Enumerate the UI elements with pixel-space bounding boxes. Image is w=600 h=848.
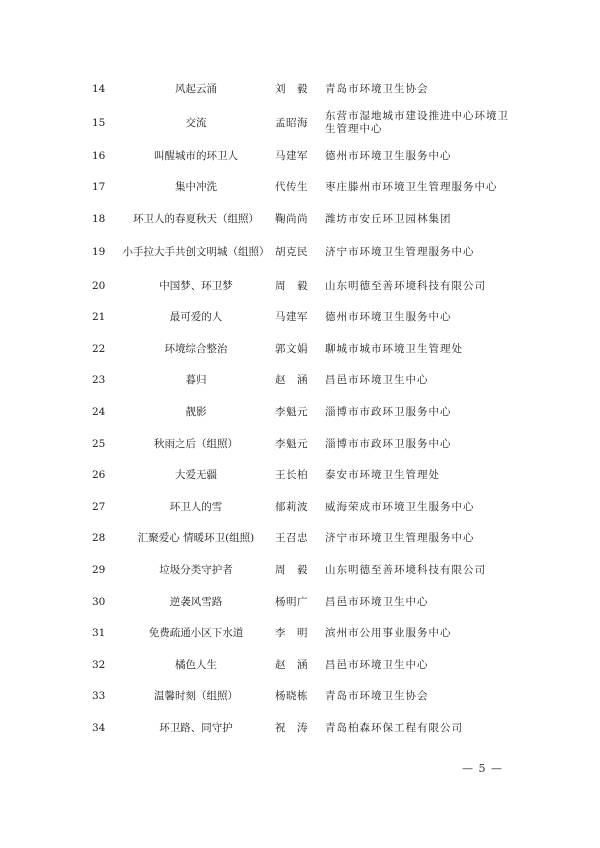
row-number: 14 (92, 83, 106, 96)
table-row (0, 204, 600, 236)
author-name: 祝 涛 (275, 721, 308, 734)
work-title: 环卫人的雪 (169, 500, 223, 513)
work-title: 橘色人生 (175, 658, 217, 671)
table-row (0, 492, 600, 524)
author-name: 鞠尚尚 (275, 213, 308, 226)
page-number: — 5 — (462, 762, 503, 775)
organization: 德州市环境卫生服务中心 (325, 311, 452, 324)
author-name: 赵 涵 (275, 374, 308, 387)
table-row (0, 397, 600, 429)
table-row (0, 650, 600, 682)
row-number: 27 (92, 500, 106, 513)
organization: 聊城市城市环境卫生管理处 (325, 342, 463, 355)
table-row (0, 586, 600, 618)
organization: 东营市湿地城市建设推进中心环境卫生管理中心 (325, 110, 509, 136)
organization: 德州市环境卫生服务中心 (325, 149, 452, 162)
awards-table (0, 74, 600, 744)
row-number: 20 (92, 279, 106, 292)
organization: 淄博市市政环卫服务中心 (325, 406, 452, 419)
author-name: 杨明广 (275, 595, 308, 608)
author-name: 杨晓栋 (275, 690, 308, 703)
author-name: 马建军 (275, 149, 308, 162)
author-name: 周 毅 (275, 279, 308, 292)
organization: 青岛柏森环保工程有限公司 (325, 721, 463, 734)
table-row (0, 681, 600, 713)
table-row (0, 106, 600, 141)
table-row (0, 428, 600, 460)
work-title: 风起云涌 (175, 83, 217, 96)
work-title: 靓影 (185, 406, 207, 419)
work-title: 环卫人的春夏秋天（组照） (133, 213, 259, 226)
table-row (0, 172, 600, 204)
row-number: 24 (92, 406, 106, 419)
work-title: 温馨时刻（组照） (154, 690, 238, 703)
table-row (0, 555, 600, 587)
row-number: 23 (92, 374, 106, 387)
organization: 山东明德至善环境科技有限公司 (325, 564, 486, 577)
author-name: 孟昭海 (275, 116, 308, 129)
author-name: 郁莉波 (275, 500, 308, 513)
row-number: 30 (92, 595, 106, 608)
organization: 昌邑市环境卫生中心 (325, 595, 429, 608)
work-title: 叫醒城市的环卫人 (154, 149, 238, 162)
author-name: 王长柏 (275, 469, 308, 482)
row-number: 31 (92, 627, 106, 640)
table-row (0, 618, 600, 650)
table-row (0, 523, 600, 555)
table-row (0, 235, 600, 270)
author-name: 胡克民 (275, 246, 308, 259)
work-title: 集中冲洗 (175, 181, 217, 194)
table-row (0, 74, 600, 106)
row-number: 25 (92, 437, 106, 450)
row-number: 22 (92, 342, 106, 355)
organization: 济宁市环境卫生管理服务中心 (325, 246, 475, 259)
organization: 枣庄滕州市环境卫生管理服务中心 (325, 181, 498, 194)
work-title: 最可爱的人 (169, 311, 223, 324)
row-number: 26 (92, 469, 106, 482)
author-name: 刘 毅 (275, 83, 308, 96)
author-name: 李 明 (275, 627, 308, 640)
author-name: 赵 涵 (275, 658, 308, 671)
organization: 青岛市环境卫生协会 (325, 690, 429, 703)
organization: 泰安市环境卫生管理处 (325, 469, 440, 482)
organization: 滨州市公用事业服务中心 (325, 627, 452, 640)
row-number: 29 (92, 564, 106, 577)
table-row (0, 141, 600, 173)
row-number: 15 (92, 116, 106, 129)
author-name: 代传生 (275, 181, 308, 194)
author-name: 马建军 (275, 311, 308, 324)
work-title: 交流 (185, 116, 207, 129)
author-name: 李魁元 (275, 437, 308, 450)
organization: 潍坊市安丘环卫园林集团 (325, 213, 452, 226)
work-title: 逆袭风雪路 (169, 595, 223, 608)
organization: 威海荣成市环境卫生服务中心 (325, 500, 475, 513)
table-row (0, 302, 600, 334)
row-number: 34 (92, 721, 106, 734)
author-name: 周 毅 (275, 564, 308, 577)
organization: 昌邑市环境卫生中心 (325, 658, 429, 671)
work-title: 大爱无疆 (175, 469, 217, 482)
table-row (0, 334, 600, 366)
table-row (0, 270, 600, 302)
organization: 济宁市环境卫生管理服务中心 (325, 532, 475, 545)
work-title: 暮归 (185, 374, 207, 387)
author-name: 李魁元 (275, 406, 308, 419)
row-number: 18 (92, 213, 106, 226)
row-number: 16 (92, 149, 106, 162)
author-name: 郭文娟 (275, 342, 308, 355)
table-row (0, 460, 600, 492)
row-number: 21 (92, 311, 106, 324)
row-number: 19 (92, 246, 106, 259)
work-title: 小手拉大手共创文明城（组照） (122, 246, 270, 259)
row-number: 33 (92, 690, 106, 703)
work-title: 秋雨之后（组照） (154, 437, 238, 450)
work-title: 环境综合整治 (164, 342, 228, 355)
work-title: 汇聚爱心 情暖环卫(组照) (137, 532, 255, 545)
organization: 昌邑市环境卫生中心 (325, 374, 429, 387)
work-title: 中国梦、环卫梦 (159, 279, 233, 292)
organization: 淄博市市政环卫服务中心 (325, 437, 452, 450)
work-title: 免费疏通小区下水道 (148, 627, 244, 640)
work-title: 环卫路、同守护 (159, 721, 233, 734)
row-number: 32 (92, 658, 106, 671)
row-number: 17 (92, 181, 106, 194)
row-number: 28 (92, 532, 106, 545)
table-row (0, 713, 600, 745)
author-name: 王召忠 (275, 532, 308, 545)
organization: 山东明德至善环境科技有限公司 (325, 279, 486, 292)
organization: 青岛市环境卫生协会 (325, 83, 429, 96)
work-title: 垃圾分类守护者 (159, 564, 233, 577)
table-row (0, 365, 600, 397)
